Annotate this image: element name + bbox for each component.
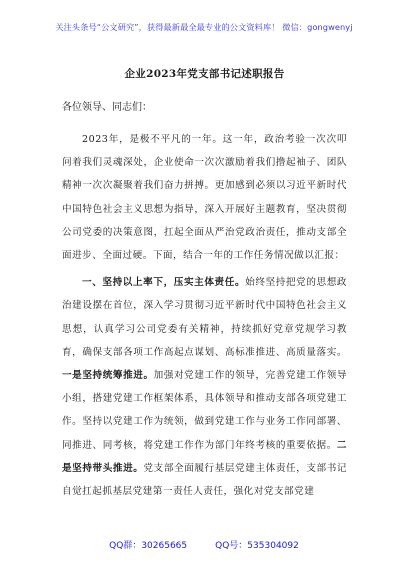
point-two-text: 党支部全面履行基层党建主体责任，支部书记自觉扛起抓基层党建第一责任人责任，强化对党支部党建 bbox=[62, 462, 348, 498]
paragraph-intro: 2023年，是极不平凡的一年。这一年，政治考验一次次叩问着我们灵魂深处，企业使命一次次激励着我们撸起袖子、团队精神一次次凝聚着我们奋力拼搏。更加感到必须以习近平新时代中国特色社会主义思想为指导，深入开展好主题教育，坚决贯彻公司党委的决策意图，扛起全面从严治党政治责任，推动支部全面进步、全面过硬。下面，结合一年的工作任务情况做以汇报： bbox=[62, 134, 347, 262]
footer-contacts bbox=[0, 538, 408, 551]
section-text: 始终坚持把党的思想政治建设摆在首位，深入学习贯彻习近平新时代中国特色社会主义思想，认真学习公司党委有关精神，持续抓好党章党规学习教育，确保支部各项工作高起点谋划、高标准推进、高质量落实。 bbox=[62, 277, 348, 358]
section-heading: 一、坚持以上率下，压实主体责任。 bbox=[82, 277, 246, 289]
qq-number: QQ号：535304092 bbox=[215, 541, 299, 551]
paragraph-section-one bbox=[62, 271, 347, 503]
document-title: 企业2023年党支部书记述职报告 bbox=[124, 68, 285, 80]
qq-group: QQ群：30265665 bbox=[109, 541, 188, 551]
point-one-heading: 一是坚持统筹推进。 bbox=[62, 370, 154, 382]
document-body bbox=[62, 66, 347, 507]
salutation: 各位领导、同志们： bbox=[62, 102, 152, 113]
promo-banner: 关注头条号“公文研究”，获得最新最全最专业的公文资料库！ 微信：gongwenyj bbox=[55, 22, 353, 32]
point-two-heading: 二是坚持带头推进。 bbox=[62, 439, 347, 474]
point-one-text: 加强对党建工作的领导，完善党建工作领导小组，搭建党建工作框架体系，具体领导和推动支部各项党建工作。坚持以党建工作为统领，做到党建工作与业务工作同部署、同推进、同考核，将党建工作作为部门年终考核的重要依据。 bbox=[62, 370, 348, 451]
